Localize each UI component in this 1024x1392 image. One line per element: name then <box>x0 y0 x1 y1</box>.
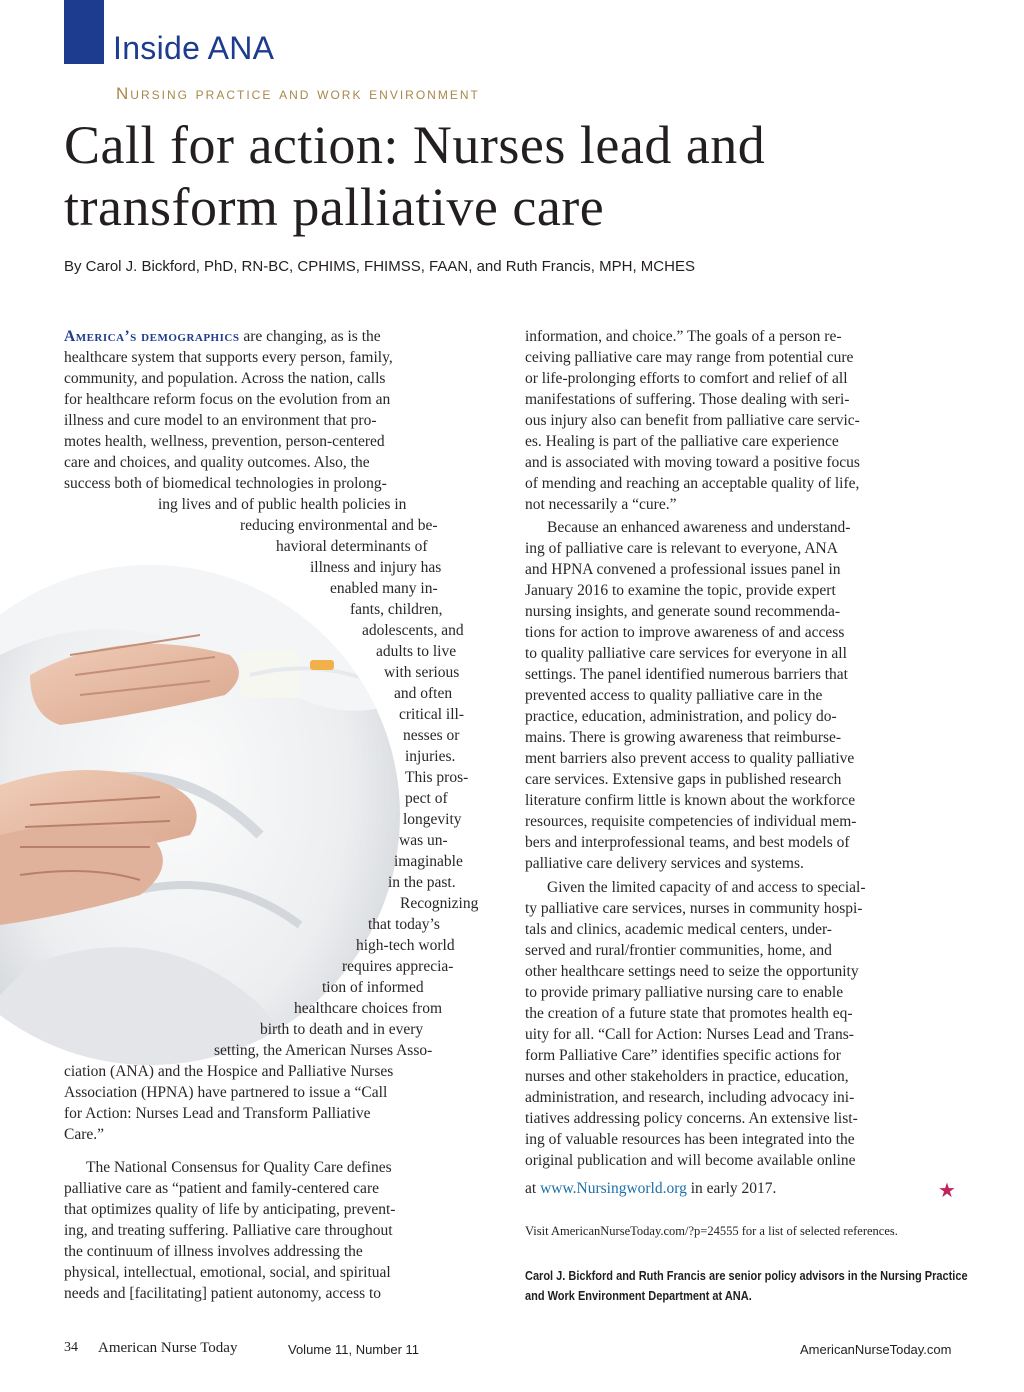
text-line: adolescents, and <box>362 622 464 639</box>
text-line: The National Consensus for Quality Care defines <box>86 1159 392 1176</box>
text-line: in the past. <box>388 874 456 891</box>
magazine-name: American Nurse Today <box>98 1340 238 1356</box>
headline-line-2: transform palliative care <box>64 177 605 237</box>
text-line: uity for all. “Call for Action: Nurses Lead and Trans- <box>525 1026 854 1043</box>
text-line: palliative care as “patient and family-centered care <box>64 1180 379 1197</box>
text-line: community, and population. Across the nation, calls <box>64 370 386 387</box>
text-line: to quality palliative care services for everyone in all <box>525 645 847 662</box>
text-line: for healthcare reform focus on the evolution from an <box>64 391 391 408</box>
text-line: ing, and treating suffering. Palliative care throughout <box>64 1222 393 1239</box>
text-line: physical, intellectual, emotional, social, and spiritual <box>64 1264 391 1281</box>
text-line: enabled many in- <box>330 580 438 597</box>
text-line: nesses or <box>403 727 460 744</box>
text-line: information, and choice.” The goals of a person re- <box>525 328 842 345</box>
text-line: Association (HPNA) have partnered to issue a “Call <box>64 1084 388 1101</box>
text-line: adults to live <box>376 643 457 660</box>
text-line: the creation of a future state that promotes health eq- <box>525 1005 853 1022</box>
text-line: ty palliative care services, nurses in community hospi- <box>525 900 863 917</box>
text-line: form Palliative Care” identifies specific actions for <box>525 1047 841 1064</box>
text-line: ciation (ANA) and the Hospice and Palliative Nurses <box>64 1063 394 1080</box>
text-line: havioral determinants of <box>276 538 428 555</box>
nursingworld-link[interactable]: www.Nursingworld.org <box>540 1180 687 1197</box>
text-line: illness and cure model to an environment that pro- <box>64 412 377 429</box>
text-line: nursing insights, and generate sound recommenda- <box>525 603 841 620</box>
text-line: high-tech world <box>356 937 455 954</box>
text-line: was un- <box>399 832 448 849</box>
text-line: critical ill- <box>399 706 464 723</box>
text-line: and is associated with moving toward a positive focus <box>525 454 860 471</box>
author-bio-line: and Work Environment Department at ANA. <box>525 1289 752 1303</box>
text-line: bers and interprofessional teams, and best models of <box>525 834 850 851</box>
text-line: resources, requisite competencies of individual mem- <box>525 813 857 830</box>
text-line: of mending and reaching an acceptable quality of life, <box>525 475 860 492</box>
text-line: prevented access to quality palliative care in the <box>525 687 823 704</box>
text-line: Recognizing <box>400 895 479 912</box>
text-line: setting, the American Nurses Asso- <box>214 1042 433 1059</box>
text-line: care and choices, and quality outcomes. Also, the <box>64 454 370 471</box>
text-line-final: at www.Nursingworld.org in early 2017. <box>525 1180 777 1197</box>
text-line: the continuum of illness involves addressing the <box>64 1243 363 1260</box>
text-line: injuries. <box>405 748 456 765</box>
section-color-bar <box>64 0 104 64</box>
text-line: ment barriers also prevent access to quality palliative <box>525 750 855 767</box>
text-line: literature confirm little is known about the workforce <box>525 792 856 809</box>
text-line: that today’s <box>368 916 440 933</box>
text-line: for Action: Nurses Lead and Transform Palliative <box>64 1105 371 1122</box>
text-line: healthcare system that supports every person, family, <box>64 349 393 366</box>
text-line: administration, and research, including advocacy ini- <box>525 1089 855 1106</box>
lead-in-smallcaps: America’s demographics <box>64 328 240 345</box>
text-line: This pros- <box>405 769 469 786</box>
text-line: healthcare choices from <box>294 1000 443 1017</box>
text-line: ing of valuable resources has been integrated into the <box>525 1131 855 1148</box>
section-subtitle: Nursing practice and work environment <box>116 84 480 103</box>
text-line: tions for action to improve awareness of and access <box>525 624 845 641</box>
text-line: palliative care delivery services and systems. <box>525 855 804 872</box>
author-bio <box>525 1266 968 1306</box>
text-line: needs and [facilitating] patient autonomy, access to <box>64 1285 382 1302</box>
text-line: motes health, wellness, prevention, person-centered <box>64 433 385 450</box>
text-line: America’s demographics are changing, as is the <box>64 328 381 345</box>
text-line: tion of informed <box>322 979 424 996</box>
text-line: requires apprecia- <box>342 958 454 975</box>
text-line: reducing environmental and be- <box>240 517 438 534</box>
page-number: 34 <box>64 1340 78 1355</box>
author-bio-line: Carol J. Bickford and Ruth Francis are senior policy advisors in the Nursing Practice <box>525 1269 968 1283</box>
text-line: ous injury also can benefit from palliative care servic- <box>525 412 860 429</box>
text-line: to provide primary palliative nursing care to enable <box>525 984 844 1001</box>
text-line: illness and injury has <box>310 559 442 576</box>
text-line: and often <box>394 685 453 702</box>
left-text-column <box>64 326 504 1316</box>
text-line: Given the limited capacity of and access to special- <box>547 879 866 896</box>
section-title: Inside ANA <box>113 30 275 66</box>
text-line: January 2016 to examine the topic, provide expert <box>525 582 836 599</box>
text-line: ing of palliative care is relevant to everyone, ANA <box>525 540 838 557</box>
text-line: ing lives and of public health policies in <box>158 496 407 513</box>
volume-issue: Volume 11, Number 11 <box>288 1342 420 1357</box>
text-line: and HPNA convened a professional issues panel in <box>525 561 841 578</box>
text-line: pect of <box>405 790 448 807</box>
text-line: imaginable <box>394 853 463 870</box>
article-headline <box>64 114 964 238</box>
text-line: settings. The panel identified numerous barriers that <box>525 666 848 683</box>
text-line: served and rural/frontier communities, home, and <box>525 942 832 959</box>
text-line: practice, education, administration, and policy do- <box>525 708 837 725</box>
text-line: care services. Extensive gaps in published research <box>525 771 842 788</box>
text-line: tals and clinics, academic medical centers, under- <box>525 921 832 938</box>
text-line: original publication and will become available online <box>525 1152 856 1169</box>
text-line: birth to death and in every <box>260 1021 424 1038</box>
text-line: Because an enhanced awareness and understand- <box>547 519 851 536</box>
byline: By Carol J. Bickford, PhD, RN-BC, CPHIMS, FHIMSS, FAAN, and Ruth Francis, MPH, MCHES <box>64 258 695 275</box>
text-line: or life-prolonging efforts to comfort and relief of all <box>525 370 848 387</box>
end-of-article-star-icon: ★ <box>938 1180 956 1202</box>
headline-line-1: Call for action: Nurses lead and <box>64 115 766 175</box>
text-line: fants, children, <box>350 601 443 618</box>
text-line: longevity <box>403 811 462 828</box>
text-line: success both of biomedical technologies in prolong- <box>64 475 387 492</box>
text-line: manifestations of suffering. Those dealing with seri- <box>525 391 850 408</box>
text-line: es. Healing is part of the palliative care experience <box>525 433 839 450</box>
website-link[interactable]: AmericanNurseToday.com <box>800 1342 952 1357</box>
references-note: Visit AmericanNurseToday.com/?p=24555 for a list of selected references. <box>525 1224 898 1238</box>
text-line: nurses and other stakeholders in practice, education, <box>525 1068 849 1085</box>
text-line: Care.” <box>64 1126 105 1143</box>
right-text-column <box>525 326 963 1206</box>
text-line: that optimizes quality of life by anticipating, prevent- <box>64 1201 396 1218</box>
text-line: with serious <box>384 664 460 681</box>
text-line: tiatives addressing policy concerns. An extensive list- <box>525 1110 858 1127</box>
text-line: not necessarily a “cure.” <box>525 496 677 513</box>
text-line: mains. There is growing awareness that reimburse- <box>525 729 842 746</box>
text-line: other healthcare settings need to seize the opportunity <box>525 963 859 980</box>
text-line: ceiving palliative care may range from potential cure <box>525 349 854 366</box>
